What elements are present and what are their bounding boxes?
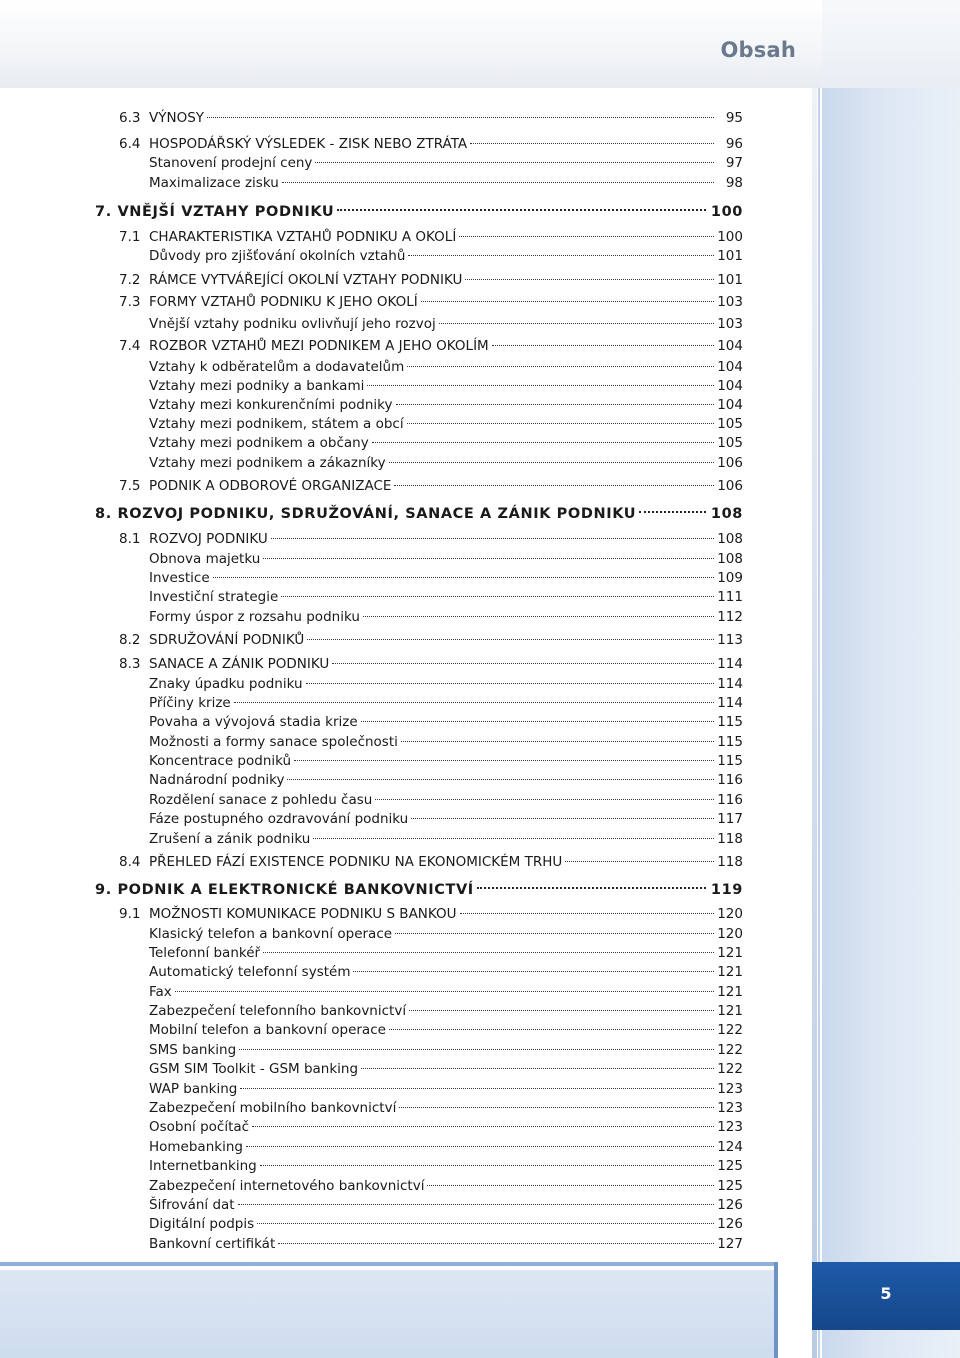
toc-entry-label: Investiční strategie <box>149 589 279 605</box>
toc-dot-leader <box>361 1068 714 1069</box>
toc-section-entry[interactable] <box>119 905 743 923</box>
toc-subsection-entry[interactable] <box>149 1021 743 1039</box>
toc-page-number: 122 <box>717 1042 743 1058</box>
toc-entry-label: GSM SIM Toolkit - GSM banking <box>149 1061 359 1077</box>
toc-entry-label: Vztahy mezi konkurenčními podniky <box>149 397 393 413</box>
toc-dot-leader <box>367 385 714 386</box>
toc-subsection-entry[interactable] <box>149 315 743 333</box>
toc-entry-label: HOSPODÁŘSKÝ VÝSLEDEK - ZISK NEBO ZTRÁTA <box>149 136 468 152</box>
toc-entry-number: 7.2 <box>119 272 141 288</box>
toc-subsection-entry[interactable] <box>149 675 743 693</box>
toc-subsection-entry[interactable] <box>149 247 743 265</box>
sidebar-divider <box>812 88 817 1358</box>
toc-entry-label: Fáze postupného ozdravování podniku <box>149 811 409 827</box>
toc-subsection-entry[interactable] <box>149 733 743 751</box>
toc-subsection-entry[interactable] <box>149 944 743 962</box>
toc-dot-leader <box>361 721 714 722</box>
toc-dot-leader <box>353 971 714 972</box>
toc-dot-leader <box>389 462 714 463</box>
toc-page-number: 112 <box>717 609 743 625</box>
toc-entry-label: Investice <box>149 570 210 586</box>
toc-subsection-entry[interactable] <box>149 963 743 981</box>
toc-dot-leader <box>315 162 714 163</box>
toc-dot-leader <box>465 279 714 280</box>
toc-page-number: 125 <box>717 1178 743 1194</box>
toc-dot-leader <box>409 1010 714 1011</box>
toc-page-number: 126 <box>717 1197 743 1213</box>
toc-entry-label: Znaky úpadku podniku <box>149 676 303 692</box>
toc-dot-leader <box>337 209 706 211</box>
toc-page-number: 116 <box>717 772 743 788</box>
toc-entry-label: Možnosti a formy sanace společnosti <box>149 734 398 750</box>
toc-dot-leader <box>263 952 714 953</box>
page-title: Obsah <box>720 38 796 62</box>
toc-entry-label: RÁMCE VYTVÁŘEJÍCÍ OKOLNÍ VZTAHY PODNIKU <box>149 272 463 288</box>
toc-entry-label: Vnější vztahy podniku ovlivňují jeho rozvoj <box>149 316 436 332</box>
toc-dot-leader <box>257 1223 714 1224</box>
toc-dot-leader <box>278 1243 714 1244</box>
toc-chapter-entry[interactable] <box>95 505 743 523</box>
toc-entry-label: Vztahy mezi podnikem a občany <box>149 435 369 451</box>
toc-section-entry[interactable] <box>119 109 743 127</box>
toc-page-number: 118 <box>717 831 743 847</box>
toc-dot-leader <box>306 683 714 684</box>
toc-entry-label: Internetbanking <box>149 1158 257 1174</box>
toc-dot-leader <box>263 558 714 559</box>
toc-page-number: 104 <box>717 397 743 413</box>
toc-entry-label: Fax <box>149 984 172 1000</box>
toc-dot-leader <box>421 301 714 302</box>
toc-page-number: 101 <box>717 248 743 264</box>
right-sidebar <box>822 0 960 1358</box>
toc-page-number: 124 <box>717 1139 743 1155</box>
toc-page-number: 108 <box>717 531 743 547</box>
toc-page-number: 114 <box>717 676 743 692</box>
toc-subsection-entry[interactable] <box>149 925 743 943</box>
toc-entry-label: Zabezpečení internetového bankovnictví <box>149 1178 425 1194</box>
toc-entry-label: PŘEHLED FÁZÍ EXISTENCE PODNIKU NA EKONOMICKÉM TRHU <box>149 854 563 870</box>
sidebar-divider-inner <box>818 88 820 1358</box>
toc-subsection-entry[interactable] <box>149 1157 743 1175</box>
toc-page-number: 101 <box>717 272 743 288</box>
toc-dot-leader <box>238 1204 714 1205</box>
toc-page-number: 123 <box>717 1119 743 1135</box>
toc-page-number: 103 <box>717 294 743 310</box>
toc-subsection-entry[interactable] <box>149 694 743 712</box>
toc-dot-leader <box>252 1126 714 1127</box>
toc-dot-leader <box>240 1088 714 1089</box>
toc-page-number: 111 <box>717 589 743 605</box>
toc-page-number: 115 <box>717 734 743 750</box>
toc-entry-label: Bankovní certifikát <box>149 1236 276 1252</box>
toc-dot-leader <box>408 255 714 256</box>
page-number: 5 <box>880 1284 892 1303</box>
toc-entry-number: 9.1 <box>119 906 141 922</box>
toc-section-entry[interactable] <box>119 293 743 311</box>
toc-subsection-entry[interactable] <box>149 1177 743 1195</box>
toc-entry-number: 7.4 <box>119 338 141 354</box>
toc-entry-label: SDRUŽOVÁNÍ PODNIKŮ <box>149 632 305 648</box>
toc-subsection-entry[interactable] <box>149 358 743 376</box>
toc-dot-leader <box>389 1029 714 1030</box>
toc-page-number: 121 <box>717 945 743 961</box>
toc-entry-label: Šifrování dat <box>149 1197 235 1213</box>
toc-page-number: 118 <box>717 854 743 870</box>
toc-dot-leader <box>411 818 714 819</box>
toc-subsection-entry[interactable] <box>149 1138 743 1156</box>
toc-page-number: 125 <box>717 1158 743 1174</box>
toc-entry-label: 8. ROZVOJ PODNIKU, SDRUŽOVÁNÍ, SANACE A ZÁNIK PODNIKU <box>95 506 637 522</box>
toc-entry-number: 8.2 <box>119 632 141 648</box>
toc-subsection-entry[interactable] <box>149 454 743 472</box>
toc-entry-label: Zabezpečení mobilního bankovnictví <box>149 1100 397 1116</box>
toc-chapter-entry[interactable] <box>95 203 743 221</box>
toc-dot-leader <box>294 760 714 761</box>
toc-entry-label: SMS banking <box>149 1042 237 1058</box>
toc-dot-leader <box>363 616 714 617</box>
toc-entry-label: ROZVOJ PODNIKU <box>149 531 268 547</box>
toc-dot-leader <box>565 861 714 862</box>
toc-page-number: 100 <box>710 204 743 220</box>
toc-page-number: 122 <box>717 1061 743 1077</box>
toc-page-number: 114 <box>717 656 743 672</box>
toc-dot-leader <box>396 404 715 405</box>
toc-dot-leader <box>282 182 714 183</box>
toc-page-number: 106 <box>717 455 743 471</box>
toc-entry-label: Digitální podpis <box>149 1216 255 1232</box>
toc-section-entry[interactable] <box>119 655 743 673</box>
toc-entry-number: 7.3 <box>119 294 141 310</box>
toc-section-entry[interactable] <box>119 337 743 355</box>
toc-subsection-entry[interactable] <box>149 1041 743 1059</box>
sidebar-top <box>822 0 960 88</box>
toc-dot-leader <box>439 323 714 324</box>
toc-subsection-entry[interactable] <box>149 1060 743 1078</box>
toc-subsection-entry[interactable] <box>149 791 743 809</box>
toc-entry-label: 7. VNĚJŠÍ VZTAHY PODNIKU <box>95 204 335 220</box>
toc-page-number: 123 <box>717 1100 743 1116</box>
toc-page-number: 98 <box>725 175 743 191</box>
toc-page-number: 104 <box>717 359 743 375</box>
toc-entry-label: FORMY VZTAHŮ PODNIKU K JEHO OKOLÍ <box>149 294 418 310</box>
toc-page-number: 114 <box>717 695 743 711</box>
toc-dot-leader <box>234 702 714 703</box>
toc-page-number: 122 <box>717 1022 743 1038</box>
toc-subsection-entry[interactable] <box>149 377 743 395</box>
toc-page-number: 106 <box>717 478 743 494</box>
toc-entry-label: PODNIK A ODBOROVÉ ORGANIZACE <box>149 478 392 494</box>
toc-dot-leader <box>470 143 714 144</box>
toc-page-number: 105 <box>717 416 743 432</box>
toc-entry-number: 8.4 <box>119 854 141 870</box>
toc-entry-label: Rozdělení sanace z pohledu času <box>149 792 373 808</box>
toc-section-entry[interactable] <box>119 477 743 495</box>
toc-page-number: 96 <box>725 136 743 152</box>
toc-page-number: 121 <box>717 1003 743 1019</box>
toc-page-number: 120 <box>717 926 743 942</box>
toc-subsection-entry[interactable] <box>149 1080 743 1098</box>
toc-entry-label: Vztahy mezi podnikem, státem a obcí <box>149 416 404 432</box>
toc-entry-number: 8.3 <box>119 656 141 672</box>
toc-subsection-entry[interactable] <box>149 1235 743 1253</box>
toc-dot-leader <box>427 1185 714 1186</box>
toc-entry-label: Formy úspor z rozsahu podniku <box>149 609 360 625</box>
toc-subsection-entry[interactable] <box>149 415 743 433</box>
page-number-box <box>812 1262 960 1330</box>
toc-subsection-entry[interactable] <box>149 752 743 770</box>
toc-subsection-entry[interactable] <box>149 569 743 587</box>
toc-entry-label: Vztahy mezi podniky a bankami <box>149 378 365 394</box>
toc-entry-label: Vztahy mezi podnikem a zákazníky <box>149 455 386 471</box>
toc-dot-leader <box>407 366 714 367</box>
toc-dot-leader <box>399 1107 714 1108</box>
toc-subsection-entry[interactable] <box>149 396 743 414</box>
toc-page-number: 121 <box>717 964 743 980</box>
toc-page-number: 117 <box>717 811 743 827</box>
toc-entry-label: VÝNOSY <box>149 110 205 126</box>
toc-subsection-entry[interactable] <box>149 983 743 1001</box>
toc-subsection-entry[interactable] <box>149 1215 743 1233</box>
toc-entry-label: ROZBOR VZTAHŮ MEZI PODNIKEM A JEHO OKOLÍM <box>149 338 489 354</box>
toc-dot-leader <box>239 1049 714 1050</box>
toc-entry-label: Mobilní telefon a bankovní operace <box>149 1022 386 1038</box>
toc-subsection-entry[interactable] <box>149 588 743 606</box>
toc-dot-leader <box>313 838 714 839</box>
footer-band <box>0 1262 778 1358</box>
toc-entry-label: Nadnárodní podniky <box>149 772 285 788</box>
toc-page-number: 108 <box>717 551 743 567</box>
toc-dot-leader <box>395 933 714 934</box>
toc-dot-leader <box>287 779 714 780</box>
toc-page-number: 97 <box>725 155 743 171</box>
toc-dot-leader <box>246 1146 714 1147</box>
toc-page-number: 121 <box>717 984 743 1000</box>
toc-entry-number: 6.3 <box>119 110 141 126</box>
toc-dot-leader <box>271 538 714 539</box>
toc-entry-label: SANACE A ZÁNIK PODNIKU <box>149 656 330 672</box>
toc-subsection-entry[interactable] <box>149 434 743 452</box>
toc-page-number: 119 <box>710 882 743 898</box>
toc-dot-leader <box>175 991 714 992</box>
toc-dot-leader <box>407 423 714 424</box>
toc-section-entry[interactable] <box>119 271 743 289</box>
toc-page-number: 113 <box>717 632 743 648</box>
toc-dot-leader <box>459 236 714 237</box>
toc-page-number: 116 <box>717 792 743 808</box>
toc-page-number: 104 <box>717 378 743 394</box>
toc-entry-number: 8.1 <box>119 531 141 547</box>
toc-subsection-entry[interactable] <box>149 1002 743 1020</box>
toc-subsection-entry[interactable] <box>149 154 743 172</box>
toc-entry-label: Maximalizace zisku <box>149 175 279 191</box>
toc-page-number: 126 <box>717 1216 743 1232</box>
toc-dot-leader <box>460 913 714 914</box>
toc-entry-label: 9. PODNIK A ELEKTRONICKÉ BANKOVNICTVÍ <box>95 882 474 898</box>
toc-entry-label: Obnova majetku <box>149 551 261 567</box>
toc-page-number: 109 <box>717 570 743 586</box>
toc-page-number: 127 <box>717 1236 743 1252</box>
footer-band-highlight <box>0 1266 774 1270</box>
toc-entry-number: 7.5 <box>119 478 141 494</box>
toc-subsection-entry[interactable] <box>149 174 743 192</box>
toc-entry-number: 7.1 <box>119 229 141 245</box>
toc-dot-leader <box>639 511 706 513</box>
toc-dot-leader <box>477 887 706 889</box>
toc-entry-label: Zabezpečení telefonního bankovnictví <box>149 1003 407 1019</box>
toc-section-entry[interactable] <box>119 853 743 871</box>
toc-entry-label: CHARAKTERISTIKA VZTAHŮ PODNIKU A OKOLÍ <box>149 229 457 245</box>
toc-entry-label: Povaha a vývojová stadia krize <box>149 714 358 730</box>
toc-entry-label: Důvody pro zjišťování okolních vztahů <box>149 248 406 264</box>
toc-dot-leader <box>332 663 714 664</box>
toc-section-entry[interactable] <box>119 631 743 649</box>
toc-page-number: 103 <box>717 316 743 332</box>
toc-section-entry[interactable] <box>119 135 743 153</box>
toc-page-number: 100 <box>717 229 743 245</box>
toc-subsection-entry[interactable] <box>149 550 743 568</box>
toc-dot-leader <box>207 117 714 118</box>
toc-dot-leader <box>394 485 714 486</box>
toc-dot-leader <box>401 741 714 742</box>
toc-subsection-entry[interactable] <box>149 713 743 731</box>
toc-entry-label: Klasický telefon a bankovní operace <box>149 926 393 942</box>
toc-subsection-entry[interactable] <box>149 830 743 848</box>
toc-subsection-entry[interactable] <box>149 608 743 626</box>
toc-entry-label: Telefonní bankéř <box>149 945 261 961</box>
toc-dot-leader <box>281 596 714 597</box>
toc-dot-leader <box>372 442 714 443</box>
toc-page-number: 105 <box>717 435 743 451</box>
toc-entry-label: Homebanking <box>149 1139 243 1155</box>
toc-dot-leader <box>213 577 714 578</box>
toc-entry-label: Osobní počítač <box>149 1119 250 1135</box>
toc-dot-leader <box>492 345 714 346</box>
toc-section-entry[interactable] <box>119 530 743 548</box>
toc-page-number: 115 <box>717 714 743 730</box>
toc-page-number: 115 <box>717 753 743 769</box>
toc-entry-label: Stanovení prodejní ceny <box>149 155 313 171</box>
toc-dot-leader <box>307 639 714 640</box>
toc-page-number: 104 <box>717 338 743 354</box>
toc-entry-label: Vztahy k odběratelům a dodavatelům <box>149 359 405 375</box>
toc-subsection-entry[interactable] <box>149 1196 743 1214</box>
toc-subsection-entry[interactable] <box>149 810 743 828</box>
toc-entry-label: MOŽNOSTI KOMUNIKACE PODNIKU S BANKOU <box>149 906 457 922</box>
toc-section-entry[interactable] <box>119 228 743 246</box>
header-band <box>0 0 822 88</box>
toc-entry-label: Příčiny krize <box>149 695 231 711</box>
toc-page-number: 108 <box>710 506 743 522</box>
toc-page-number: 120 <box>717 906 743 922</box>
toc-entry-label: Zrušení a zánik podniku <box>149 831 311 847</box>
toc-entry-label: Automatický telefonní systém <box>149 964 351 980</box>
footer-band-edge <box>774 1262 778 1358</box>
toc-page-number: 123 <box>717 1081 743 1097</box>
toc-entry-number: 6.4 <box>119 136 141 152</box>
toc-page-number: 95 <box>725 110 743 126</box>
toc-dot-leader <box>375 799 714 800</box>
toc-subsection-entry[interactable] <box>149 1118 743 1136</box>
toc-subsection-entry[interactable] <box>149 1099 743 1117</box>
toc-subsection-entry[interactable] <box>149 771 743 789</box>
toc-chapter-entry[interactable] <box>95 881 743 899</box>
toc-entry-label: WAP banking <box>149 1081 238 1097</box>
toc-entry-label: Koncentrace podniků <box>149 753 292 769</box>
toc-dot-leader <box>260 1165 714 1166</box>
